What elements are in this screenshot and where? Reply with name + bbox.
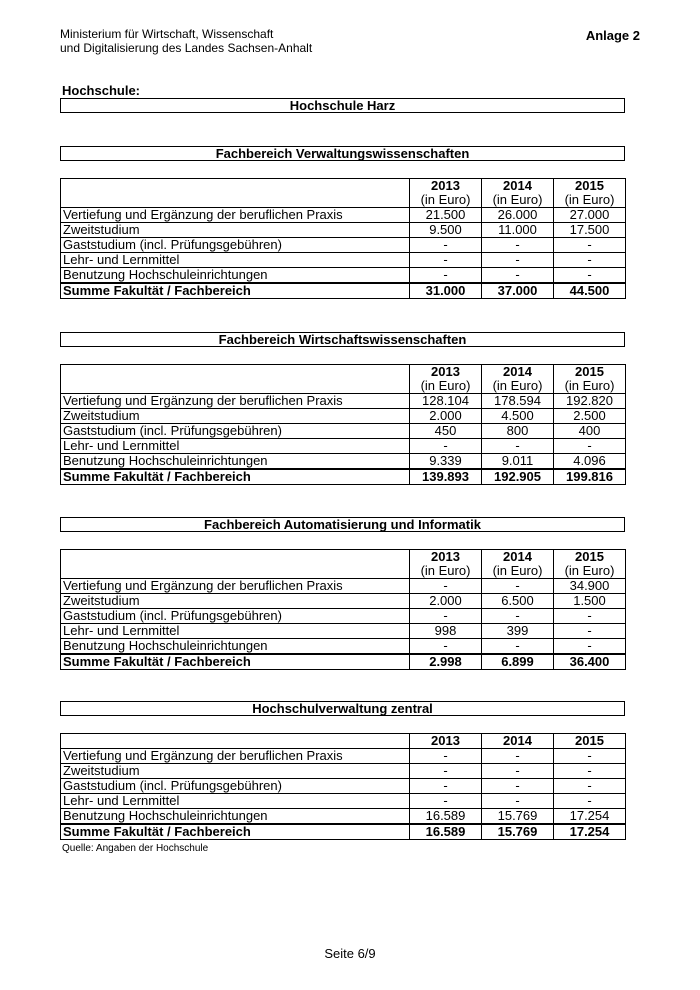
row-label: Gaststudium (incl. Prüfungsgebühren) [61, 609, 410, 624]
section-title-verwaltung-zentral: Hochschulverwaltung zentral [60, 701, 625, 716]
cell: - [482, 238, 554, 253]
ministry-line-1: Ministerium für Wirtschaft, Wissenschaft [60, 27, 274, 41]
table-wirtschaft [60, 364, 626, 485]
year-header: 2014 [482, 734, 554, 749]
cell: 399 [482, 624, 554, 639]
sum-row [61, 824, 626, 840]
cell: 4.500 [482, 409, 554, 424]
sum-cell: 6.899 [482, 654, 554, 670]
table-verwaltung [60, 178, 626, 299]
header-blank [61, 734, 410, 749]
cell: 2.000 [410, 594, 482, 609]
hochschule-name-box: Hochschule Harz [60, 98, 625, 113]
row-label: Lehr- und Lernmittel [61, 253, 410, 268]
cell: - [554, 749, 626, 764]
cell: 192.820 [554, 394, 626, 409]
cell: 9.011 [482, 454, 554, 470]
table-row [61, 594, 626, 609]
cell: - [554, 624, 626, 639]
cell: - [554, 609, 626, 624]
cell: - [410, 639, 482, 655]
table-row [61, 394, 626, 409]
cell: 34.900 [554, 579, 626, 594]
cell: - [482, 779, 554, 794]
cell: - [554, 439, 626, 454]
table-header-row [61, 734, 626, 749]
cell: - [554, 268, 626, 284]
year-header: 2013 [410, 365, 482, 380]
cell: - [554, 794, 626, 809]
cell: 450 [410, 424, 482, 439]
cell: - [410, 439, 482, 454]
cell: 26.000 [482, 208, 554, 223]
cell: 21.500 [410, 208, 482, 223]
cell: 998 [410, 624, 482, 639]
cell: - [410, 794, 482, 809]
cell: 27.000 [554, 208, 626, 223]
header-blank [61, 564, 410, 579]
cell: 6.500 [482, 594, 554, 609]
unit-header: (in Euro) [410, 564, 482, 579]
cell: - [554, 779, 626, 794]
header-blank [61, 379, 410, 394]
table-row [61, 749, 626, 764]
sum-label: Summe Fakultät / Fachbereich [61, 469, 410, 485]
row-label: Gaststudium (incl. Prüfungsgebühren) [61, 424, 410, 439]
cell: - [482, 579, 554, 594]
row-label: Vertiefung und Ergänzung der beruflichen Praxis [61, 208, 410, 223]
cell: - [554, 764, 626, 779]
unit-header: (in Euro) [482, 379, 554, 394]
unit-header: (in Euro) [482, 193, 554, 208]
cell: - [410, 268, 482, 284]
sum-cell: 37.000 [482, 283, 554, 299]
sum-cell: 15.769 [482, 824, 554, 840]
sum-cell: 44.500 [554, 283, 626, 299]
row-label: Lehr- und Lernmittel [61, 794, 410, 809]
header-blank [61, 550, 410, 565]
cell: - [482, 253, 554, 268]
year-header: 2015 [554, 365, 626, 380]
sum-row [61, 654, 626, 670]
cell: - [482, 639, 554, 655]
cell: - [410, 609, 482, 624]
unit-header: (in Euro) [554, 193, 626, 208]
cell: 800 [482, 424, 554, 439]
row-label: Vertiefung und Ergänzung der beruflichen Praxis [61, 579, 410, 594]
unit-header: (in Euro) [410, 193, 482, 208]
section-title-wirtschaft: Fachbereich Wirtschaftswissenschaften [60, 332, 625, 347]
unit-header: (in Euro) [410, 379, 482, 394]
table-unit-row [61, 193, 626, 208]
table-header-row [61, 179, 626, 194]
table-header-row [61, 550, 626, 565]
year-header: 2015 [554, 734, 626, 749]
year-header: 2013 [410, 550, 482, 565]
cell: 400 [554, 424, 626, 439]
table-unit-row [61, 564, 626, 579]
cell: 9.500 [410, 223, 482, 238]
sum-cell: 2.998 [410, 654, 482, 670]
year-header: 2014 [482, 179, 554, 194]
header-blank [61, 365, 410, 380]
table-row [61, 439, 626, 454]
row-label: Zweitstudium [61, 594, 410, 609]
year-header: 2015 [554, 179, 626, 194]
table-row [61, 809, 626, 825]
table-row [61, 253, 626, 268]
cell: - [482, 609, 554, 624]
sum-cell: 139.893 [410, 469, 482, 485]
table-row [61, 208, 626, 223]
table-row [61, 779, 626, 794]
header-blank [61, 179, 410, 194]
cell: 1.500 [554, 594, 626, 609]
year-header: 2013 [410, 734, 482, 749]
cell: 11.000 [482, 223, 554, 238]
sum-label: Summe Fakultät / Fachbereich [61, 283, 410, 299]
row-label: Zweitstudium [61, 223, 410, 238]
row-label: Zweitstudium [61, 409, 410, 424]
table-row [61, 764, 626, 779]
cell: - [482, 749, 554, 764]
cell: 178.594 [482, 394, 554, 409]
cell: - [410, 764, 482, 779]
row-label: Vertiefung und Ergänzung der beruflichen Praxis [61, 394, 410, 409]
cell: 17.254 [554, 809, 626, 825]
unit-header: (in Euro) [482, 564, 554, 579]
table-row [61, 609, 626, 624]
page-number: Seite 6/9 [324, 946, 376, 961]
table-header-row [61, 365, 626, 380]
cell: 2.500 [554, 409, 626, 424]
cell: 4.096 [554, 454, 626, 470]
row-label: Lehr- und Lernmittel [61, 624, 410, 639]
row-label: Zweitstudium [61, 764, 410, 779]
row-label: Vertiefung und Ergänzung der beruflichen Praxis [61, 749, 410, 764]
source-note: Quelle: Angaben der Hochschule [62, 843, 209, 854]
sum-cell: 16.589 [410, 824, 482, 840]
ministry-line-2: und Digitalisierung des Landes Sachsen-Anhalt [60, 41, 313, 55]
sum-cell: 199.816 [554, 469, 626, 485]
table-row [61, 624, 626, 639]
year-header: 2013 [410, 179, 482, 194]
cell: - [554, 238, 626, 253]
cell: 15.769 [482, 809, 554, 825]
row-label: Benutzung Hochschuleinrichtungen [61, 639, 410, 655]
sum-label: Summe Fakultät / Fachbereich [61, 654, 410, 670]
row-label: Benutzung Hochschuleinrichtungen [61, 268, 410, 284]
table-row [61, 794, 626, 809]
row-label: Benutzung Hochschuleinrichtungen [61, 809, 410, 825]
table-verwaltung-zentral [60, 733, 626, 840]
cell: - [554, 639, 626, 655]
table-row [61, 424, 626, 439]
cell: - [410, 253, 482, 268]
unit-header: (in Euro) [554, 379, 626, 394]
table-row [61, 639, 626, 655]
ministry-header [60, 27, 312, 55]
cell: - [482, 764, 554, 779]
annex-label: Anlage 2 [585, 28, 640, 43]
cell: - [410, 579, 482, 594]
cell: 2.000 [410, 409, 482, 424]
hochschule-label: Hochschule: [62, 83, 141, 98]
cell: - [410, 779, 482, 794]
row-label: Gaststudium (incl. Prüfungsgebühren) [61, 238, 410, 253]
row-label: Lehr- und Lernmittel [61, 439, 410, 454]
year-header: 2014 [482, 365, 554, 380]
year-header: 2014 [482, 550, 554, 565]
sum-cell: 192.905 [482, 469, 554, 485]
row-label: Gaststudium (incl. Prüfungsgebühren) [61, 779, 410, 794]
table-row [61, 579, 626, 594]
cell: - [410, 749, 482, 764]
cell: 9.339 [410, 454, 482, 470]
row-label: Benutzung Hochschuleinrichtungen [61, 454, 410, 470]
table-row [61, 223, 626, 238]
section-title-verwaltung: Fachbereich Verwaltungswissenschaften [60, 146, 625, 161]
sum-cell: 31.000 [410, 283, 482, 299]
cell: 17.500 [554, 223, 626, 238]
table-row [61, 409, 626, 424]
cell: - [410, 238, 482, 253]
table-row [61, 238, 626, 253]
cell: - [482, 794, 554, 809]
sum-row [61, 283, 626, 299]
sum-cell: 17.254 [554, 824, 626, 840]
cell: - [482, 439, 554, 454]
section-title-automatisierung: Fachbereich Automatisierung und Informatik [60, 517, 625, 532]
unit-header: (in Euro) [554, 564, 626, 579]
cell: 16.589 [410, 809, 482, 825]
sum-label: Summe Fakultät / Fachbereich [61, 824, 410, 840]
table-unit-row [61, 379, 626, 394]
sum-row [61, 469, 626, 485]
table-row [61, 454, 626, 470]
cell: - [554, 253, 626, 268]
cell: - [482, 268, 554, 284]
sum-cell: 36.400 [554, 654, 626, 670]
year-header: 2015 [554, 550, 626, 565]
cell: 128.104 [410, 394, 482, 409]
table-automatisierung [60, 549, 626, 670]
header-blank [61, 193, 410, 208]
table-row [61, 268, 626, 284]
